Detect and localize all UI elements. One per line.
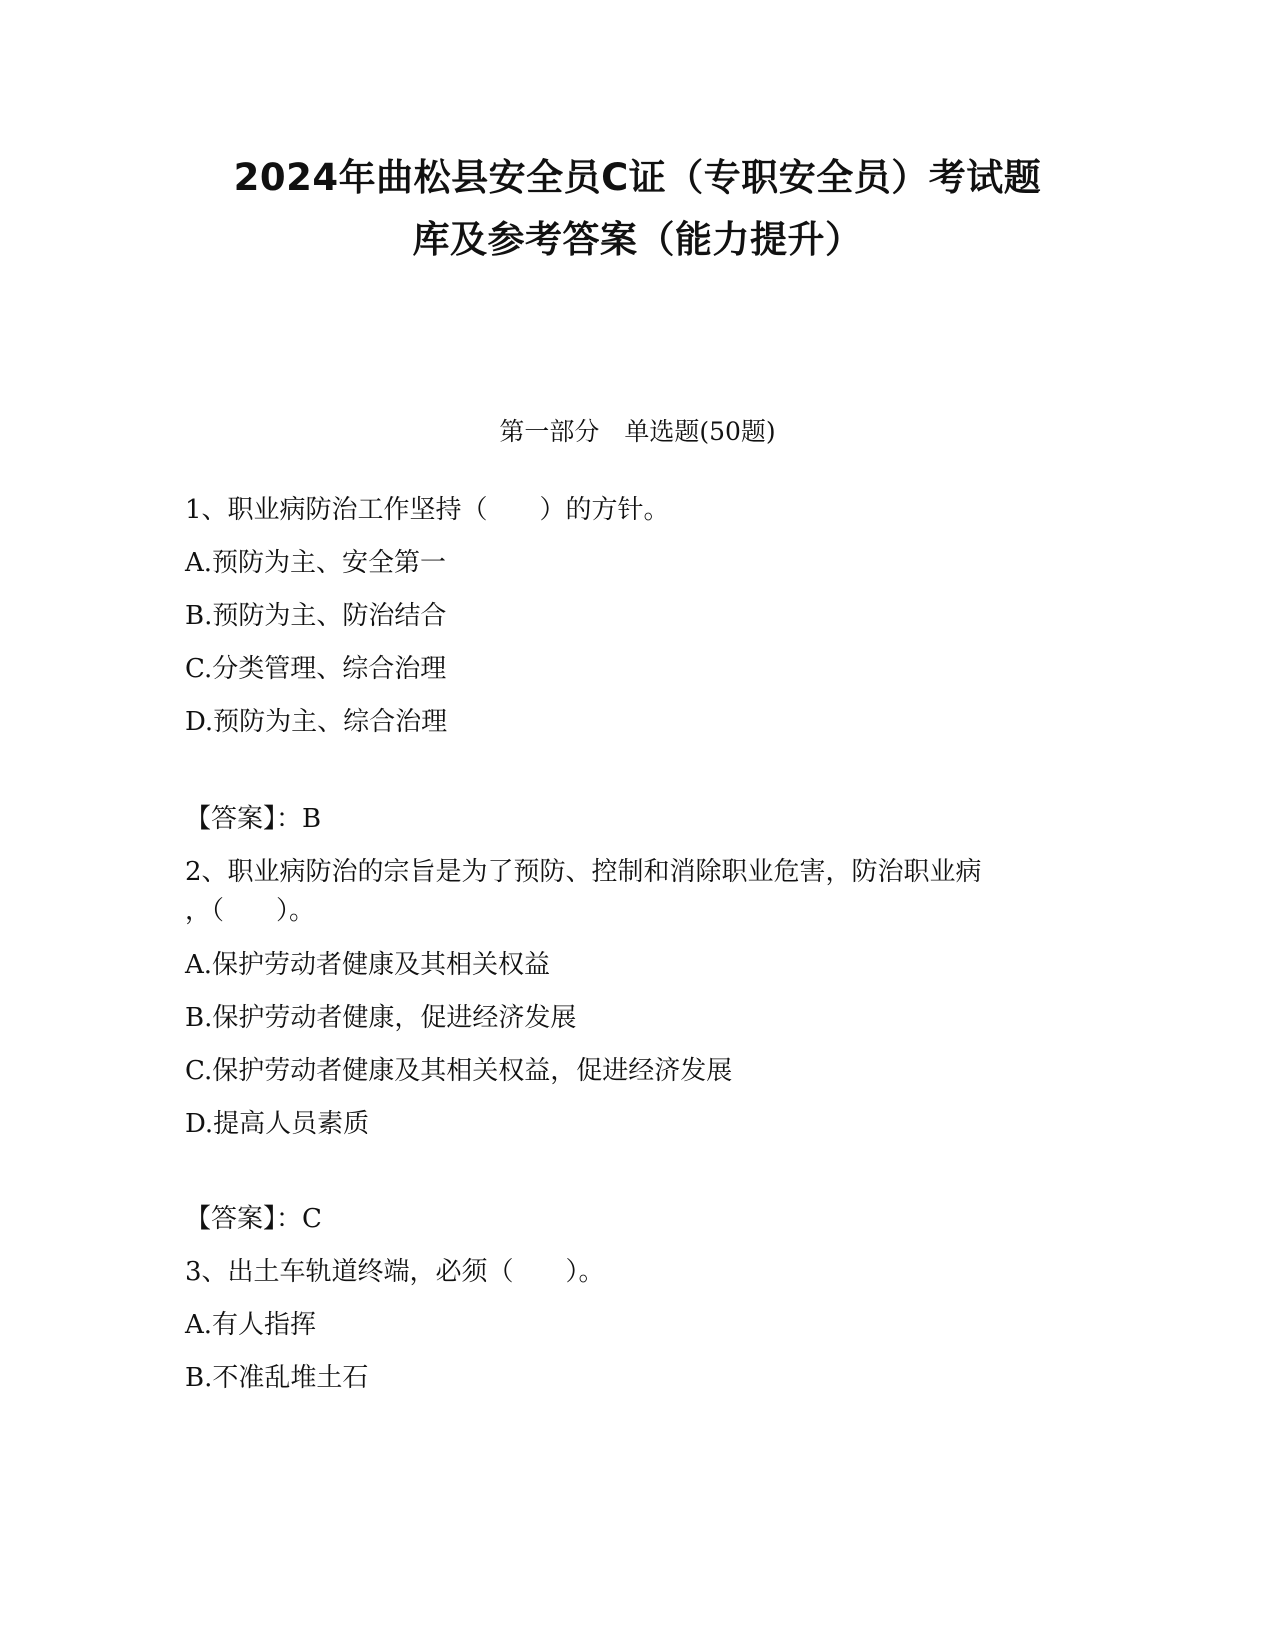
question-1-option-d: D.预防为主、综合治理 [185, 707, 448, 737]
question-2-option-c: C.保护劳动者健康及其相关权益，促进经济发展 [185, 1056, 733, 1086]
question-2-option-a: A.保护劳动者健康及其相关权益 [185, 950, 551, 980]
question-2-option-b: B.保护劳动者健康，促进经济发展 [185, 1003, 577, 1033]
question-3-stem: 3、出土车轨道终端，必须（ ）。 [185, 1257, 605, 1287]
document-title-line-1: 2024年曲松县安全员C证（专职安全员）考试题 [233, 156, 1042, 199]
question-1-stem: 1、职业病防治工作坚持（ ）的方针。 [185, 495, 670, 525]
question-2-answer: 【答案】：C [185, 1204, 322, 1234]
question-1-option-b: B.预防为主、防治结合 [185, 601, 447, 631]
question-3-option-b: B.不准乱堆土石 [185, 1363, 369, 1393]
section-title: 第一部分 单选题(50题) [499, 417, 776, 446]
question-1-answer: 【答案】：B [185, 804, 322, 834]
question-3-option-a: A.有人指挥 [185, 1310, 317, 1340]
question-2-stem: 2、职业病防治的宗旨是为了预防、控制和消除职业危害，防治职业病 [185, 857, 982, 887]
question-1-option-c: C.分类管理、综合治理 [185, 654, 447, 684]
document-title-line-2: 库及参考答案（能力提升） [412, 218, 863, 261]
question-2-option-d: D.提高人员素质 [185, 1109, 370, 1139]
question-1-option-a: A.预防为主、安全第一 [185, 548, 447, 578]
question-2-stem-continuation: ，（ ）。 [185, 896, 316, 926]
